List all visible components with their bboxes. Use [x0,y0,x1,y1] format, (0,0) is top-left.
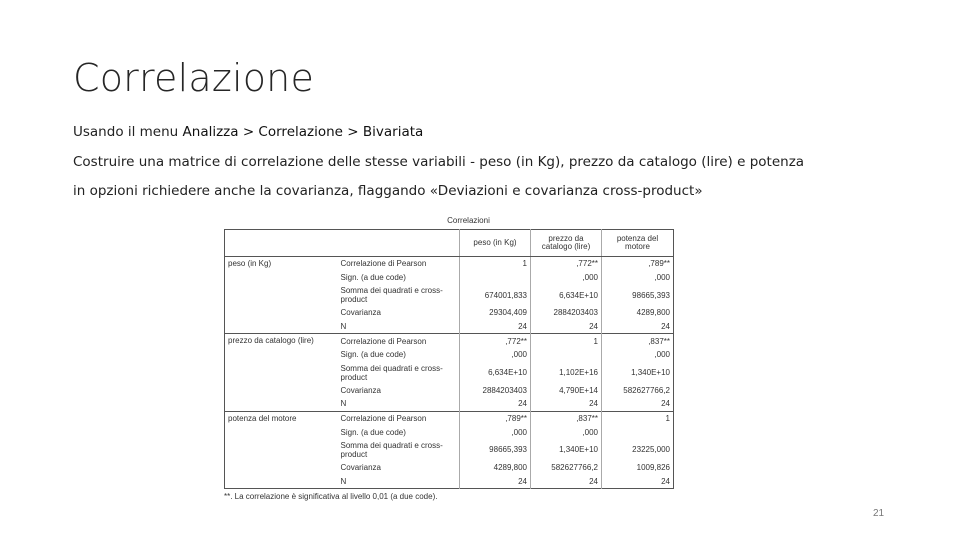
variable-label: peso (in Kg) [228,259,272,268]
table-cell: 582627766,2 [531,461,602,475]
instruction-options: in opzioni richiedere anche la covarianza, flaggando «Deviazioni e covarianza cross-product» [73,183,703,199]
statistic-label: Covarianza [338,384,460,398]
table-cell: 29304,409 [460,306,531,320]
instruction-menu-prefix: Usando il menu [73,124,183,140]
table-cell: 2884203403 [531,306,602,320]
correlation-table-body [225,257,674,489]
table-footnote: **. La correlazione è significativa al livello 0,01 (a due code). [224,492,438,502]
statistic-label: Covarianza [338,461,460,475]
table-cell: 1 [602,411,674,425]
statistic-label: Correlazione di Pearson [338,257,460,271]
statistic-label: Sign. (a due code) [338,425,460,439]
table-cell: 4289,800 [602,306,674,320]
table-cell: 24 [531,320,602,334]
table-header-row [225,230,674,257]
statistic-label: Sign. (a due code) [338,348,460,362]
table-cell: 1 [531,334,602,348]
table-cell: 24 [460,397,531,411]
table-cell: 98665,393 [460,439,531,461]
table-cell: 4,790E+14 [531,384,602,398]
header-blank [225,230,338,257]
table-cell: ,789** [460,411,531,425]
table-cell: 24 [602,475,674,489]
table-cell: 24 [602,320,674,334]
header-blank [338,230,460,257]
table-cell: 24 [531,397,602,411]
table-row [225,334,674,348]
statistic-label: Correlazione di Pearson [338,411,460,425]
table-cell [460,271,531,285]
statistic-label: Correlazione di Pearson [338,334,460,348]
statistic-label: N [338,397,460,411]
instruction-matrix: Costruire una matrice di correlazione delle stesse variabili - peso (in Kg), prezzo da catalogo (lire) e potenza [73,154,805,170]
table-row [225,257,674,271]
statistic-label: Somma dei quadrati e cross-product [338,362,460,384]
column-header: peso (in Kg) [460,230,531,257]
table-cell: 4289,800 [460,461,531,475]
table-cell: ,772** [460,334,531,348]
statistic-label: Sign. (a due code) [338,271,460,285]
table-cell: 24 [602,397,674,411]
correlation-table [224,229,674,489]
table-cell: ,000 [460,425,531,439]
table-cell: ,789** [602,257,674,271]
table-cell: 24 [460,320,531,334]
table-cell: 582627766,2 [602,384,674,398]
statistic-label: Covarianza [338,306,460,320]
table-cell: 6,634E+10 [460,362,531,384]
table-cell: 23225,000 [602,439,674,461]
table-cell: ,000 [602,271,674,285]
statistic-label: Somma dei quadrati e cross-product [338,284,460,306]
table-cell: 674001,833 [460,284,531,306]
table-cell [602,425,674,439]
table-cell: ,772** [531,257,602,271]
table-cell: 1,340E+10 [531,439,602,461]
table-cell: 1009,826 [602,461,674,475]
table-cell: ,000 [602,348,674,362]
table-cell: 2884203403 [460,384,531,398]
table-cell: 1,102E+16 [531,362,602,384]
column-header: prezzo da catalogo (lire) [531,230,602,257]
table-cell [531,348,602,362]
table-cell: ,000 [531,271,602,285]
slide-title: Correlazione [73,56,315,100]
table-cell: ,837** [602,334,674,348]
statistic-label: Somma dei quadrati e cross-product [338,439,460,461]
instruction-menu [73,124,423,140]
page-number: 21 [873,508,885,519]
table-cell: 1,340E+10 [602,362,674,384]
table-cell: ,000 [531,425,602,439]
table-cell: 24 [460,475,531,489]
table-cell: ,000 [460,348,531,362]
menu-path: Analizza > Correlazione > Bivariata [182,124,424,140]
table-cell: 6,634E+10 [531,284,602,306]
statistic-label: N [338,320,460,334]
table-cell: 24 [531,475,602,489]
table-cell: 1 [460,257,531,271]
table-cell: 98665,393 [602,284,674,306]
table-cell: ,837** [531,411,602,425]
correlation-table-title: Correlazioni [447,216,490,225]
variable-label: potenza del motore [225,411,338,488]
variable-label: prezzo da catalogo (lire) [225,334,338,411]
spss-output [224,216,673,501]
statistic-label: N [338,475,460,489]
column-header: potenza del motore [602,230,674,257]
table-row [225,411,674,425]
